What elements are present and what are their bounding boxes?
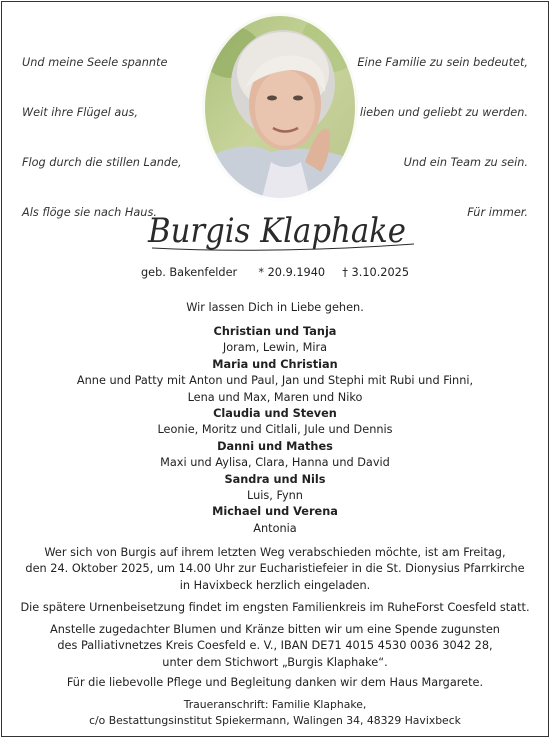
- farewell-paragraph: [2, 545, 548, 594]
- portrait-photo: [201, 12, 359, 202]
- family-couple: Michael und Verena: [212, 505, 338, 519]
- family-children: Anne und Patty mit Anton und Paul, Jan und Stephi mit Rubi und Finni,: [76, 374, 474, 388]
- obituary-notice: [1, 1, 549, 737]
- address-line: Traueranschrift: Familie Klaphake,: [183, 698, 367, 711]
- motto: Wir lassen Dich in Liebe gehen.: [186, 301, 364, 314]
- poem-left-line: Weit ihre Flügel aus,: [22, 105, 138, 119]
- address-line: c/o Bestattungsinstitut Spiekermann, Walingen 34, 48329 Havixbeck: [89, 713, 461, 727]
- poem-left-line: Flog durch die stillen Lande,: [22, 155, 182, 169]
- urn-burial-note: [2, 600, 548, 616]
- poem-left-line: Und meine Seele spannte: [22, 56, 168, 70]
- deceased-name: Burgis Klaphake: [147, 211, 407, 251]
- thanks-text: Für die liebevolle Pflege und Begleitung danken wir dem Haus Margarete.: [66, 676, 484, 689]
- family-list: [2, 324, 548, 537]
- mourning-address: [2, 697, 548, 728]
- family-children: Luis, Fynn: [247, 489, 303, 503]
- family-children: Maxi und Aylisa, Clara, Hanna und David: [160, 456, 390, 470]
- thanks-note: [2, 675, 548, 691]
- birth-name: geb. Bakenfelder: [140, 266, 238, 279]
- death-date: † 3.10.2025: [342, 266, 410, 279]
- poem-left-line: Als flöge sie nach Haus.: [22, 205, 157, 219]
- family-children: Joram, Lewin, Mira: [222, 341, 328, 355]
- donation-paragraph: [2, 622, 548, 671]
- donation-line: unter dem Stichwort „Burgis Klaphake“.: [162, 655, 388, 669]
- family-children: Lena und Max, Maren und Niko: [187, 390, 363, 404]
- dates-line: [2, 266, 548, 279]
- urn-burial-text: Die spätere Urnenbeisetzung findet im engsten Familienkreis im RuheForst Coesfeld statt.: [20, 601, 530, 614]
- name-signature: [132, 200, 422, 260]
- family-couple: Claudia und Steven: [213, 407, 337, 421]
- family-couple: Sandra und Nils: [224, 472, 326, 486]
- birth-date: * 20.9.1940: [258, 266, 326, 279]
- poem-right-line: Und ein Team zu sein.: [403, 155, 528, 169]
- farewell-line: den 24. Oktober 2025, um 14.00 Uhr zur Eucharistiefeier in die St. Dionysius Pfarrkirche: [25, 562, 525, 576]
- family-couple: Maria und Christian: [212, 357, 338, 371]
- family-children: Leonie, Moritz und Citlali, Jule und Dennis: [157, 423, 393, 437]
- family-children: Antonia: [253, 521, 297, 535]
- poem-right-line: lieben und geliebt zu werden.: [359, 105, 528, 119]
- farewell-line: in Havixbeck herzlich eingeladen.: [179, 578, 371, 592]
- farewell-line: Wer sich von Burgis auf ihrem letzten Weg verabschieden möchte, ist am Freitag,: [44, 546, 506, 559]
- family-couple: Christian und Tanja: [213, 325, 337, 338]
- donation-line: Anstelle zugedachter Blumen und Kränze bitten wir um eine Spende zugunsten: [50, 623, 500, 636]
- poem-right-line: Für immer.: [467, 205, 528, 219]
- donation-line: des Palliativnetzes Kreis Coesfeld e. V., IBAN DE71 4015 4530 0036 3042 28,: [57, 639, 493, 653]
- family-couple: Danni und Mathes: [217, 439, 333, 453]
- poem-right-line: Eine Familie zu sein bedeutet,: [357, 56, 528, 70]
